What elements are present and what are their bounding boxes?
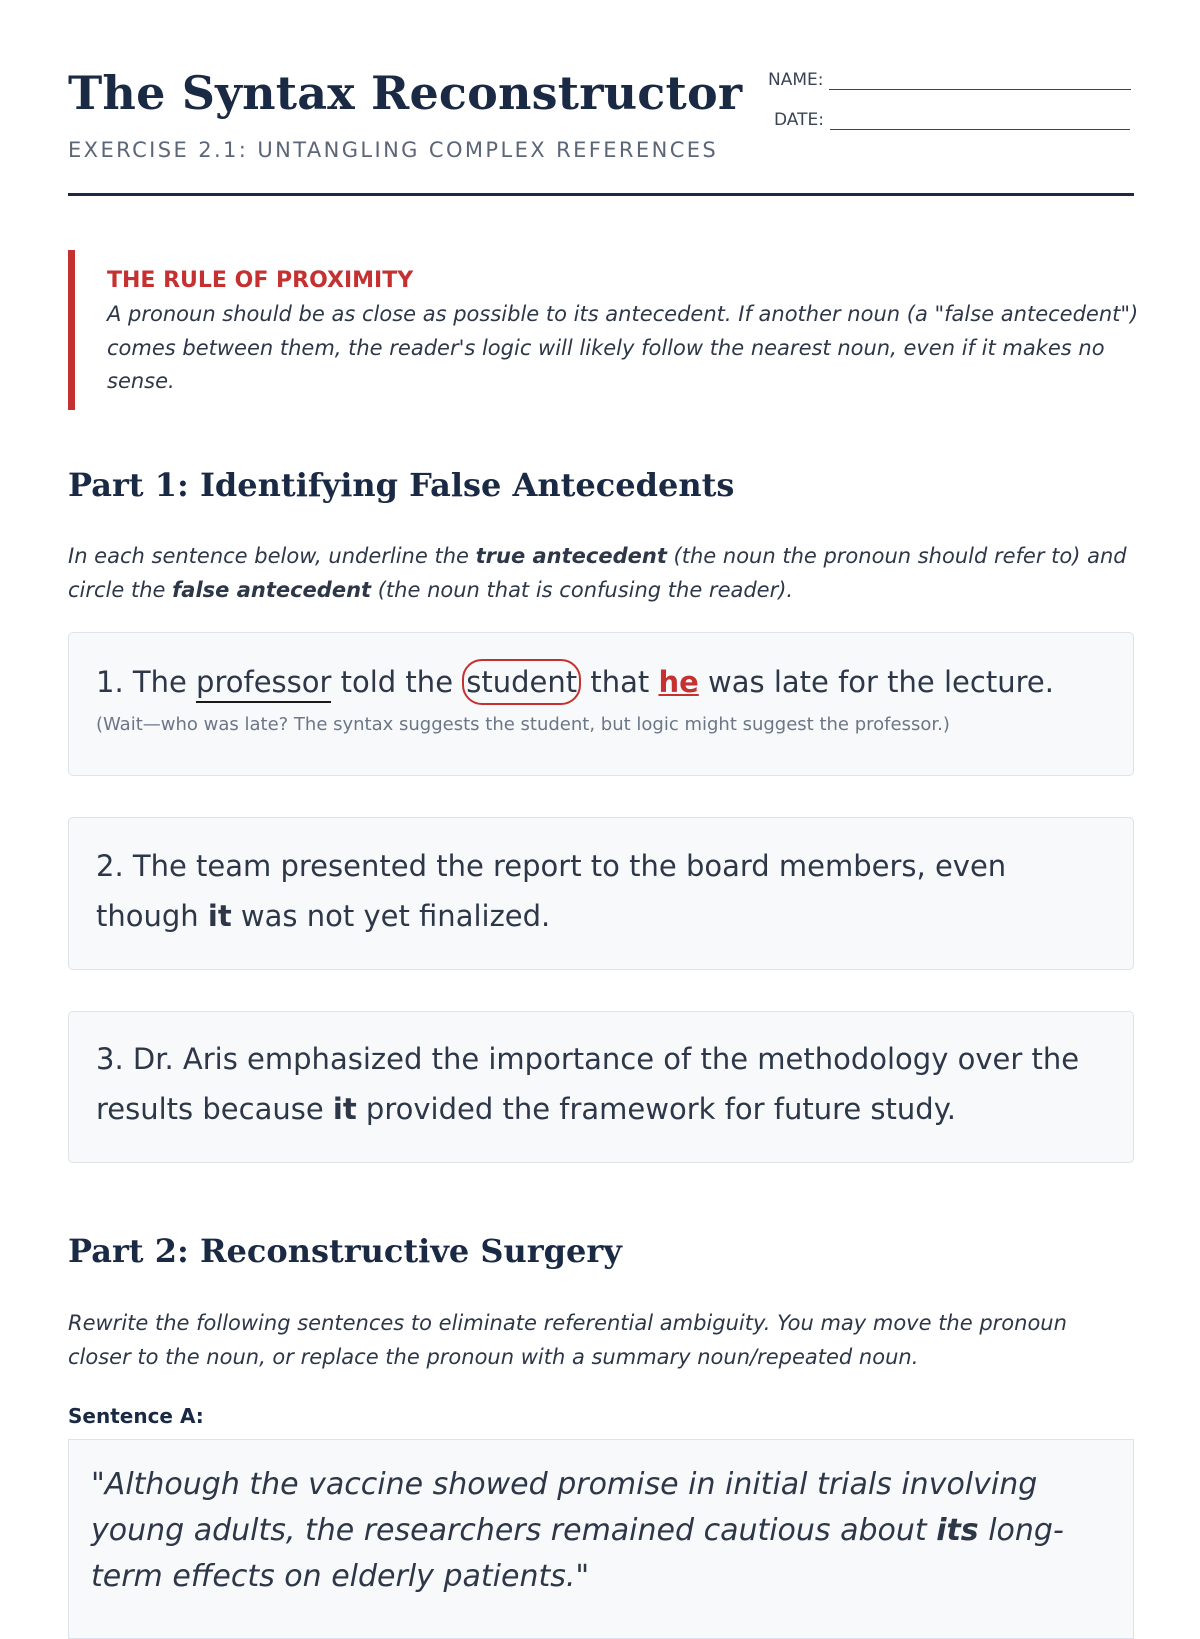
sentence-a-box [68,1439,1134,1639]
sentence-text: was late for the lecture. [698,665,1054,699]
exercise-sentence [96,841,1109,941]
sentence-text: 3. Dr. Aris emphasized the importance of the methodology over the results because [96,1042,1080,1126]
date-label: DATE: [774,110,824,130]
rule-text: A pronoun should be as close as possible to its antecedent. If another noun (a "false antecedent") comes between them, the reader's logic will likely follow the nearest noun, even if it makes no sense. [107,302,1139,393]
part2-instructions: Rewrite the following sentences to eliminate referential ambiguity. You may move the pronoun closer to the noun, or replace the pronoun with a summary noun/repeated noun. [68,1311,1067,1369]
exercise-sentence [96,657,1109,707]
date-blank-line[interactable] [830,111,1130,130]
sentence-a-text [91,1462,1109,1600]
sentence-text: that [581,665,659,699]
sentence-text: 2. The team presented the report to the board members, even though [96,849,1007,933]
header-divider [68,193,1134,196]
exercise-note: (Wait—who was late? The syntax suggests the student, but logic might suggest the professor.) [96,714,950,735]
name-label: NAME: [768,70,824,90]
true-antecedent: professor [196,665,331,703]
rule-callout [68,250,1139,410]
false-antecedent: student [462,659,581,705]
exercise-card-1 [68,632,1134,776]
sentence-a-label: Sentence A: [68,1404,204,1428]
part1-instructions [68,540,1134,607]
pronoun: he [658,665,699,699]
exercise-card-2 [68,817,1134,970]
pronoun: it [207,899,232,933]
pronoun: it [332,1092,357,1126]
instr-text: (the noun that is confusing the reader). [371,577,794,602]
instr-bold-term: true antecedent [475,544,667,568]
quote-text-part: long-term effects on elderly patients." [91,1513,1064,1594]
date-field[interactable] [774,110,1130,130]
name-field[interactable] [768,70,1131,90]
quote-text-part: "Although the vaccine showed promise in initial trials involving young adults, the researchers remained cautious about [91,1467,1038,1548]
rule-title: THE RULE OF PROXIMITY [107,268,414,293]
sentence-text: provided the framework for future study. [356,1092,956,1126]
exercise-card-3 [68,1011,1134,1163]
part1-heading: Part 1: Identifying False Antecedents [68,466,735,504]
part2-heading: Part 2: Reconstructive Surgery [68,1232,622,1270]
page-subtitle: EXERCISE 2.1: UNTANGLING COMPLEX REFERENCES [68,138,719,162]
instr-text: In each sentence below, underline the [68,544,476,568]
sentence-text: 1. The [96,665,197,699]
sentence-text: was not yet finalized. [231,899,551,933]
exercise-sentence [96,1034,1109,1134]
pronoun: its [936,1513,979,1548]
name-blank-line[interactable] [829,71,1131,90]
sentence-text: told the [331,665,463,699]
page-title: The Syntax Reconstructor [68,66,743,120]
instr-text: (the noun the pronoun should refer to) and circle the [68,544,1127,602]
instr-bold-term: false antecedent [172,577,372,602]
